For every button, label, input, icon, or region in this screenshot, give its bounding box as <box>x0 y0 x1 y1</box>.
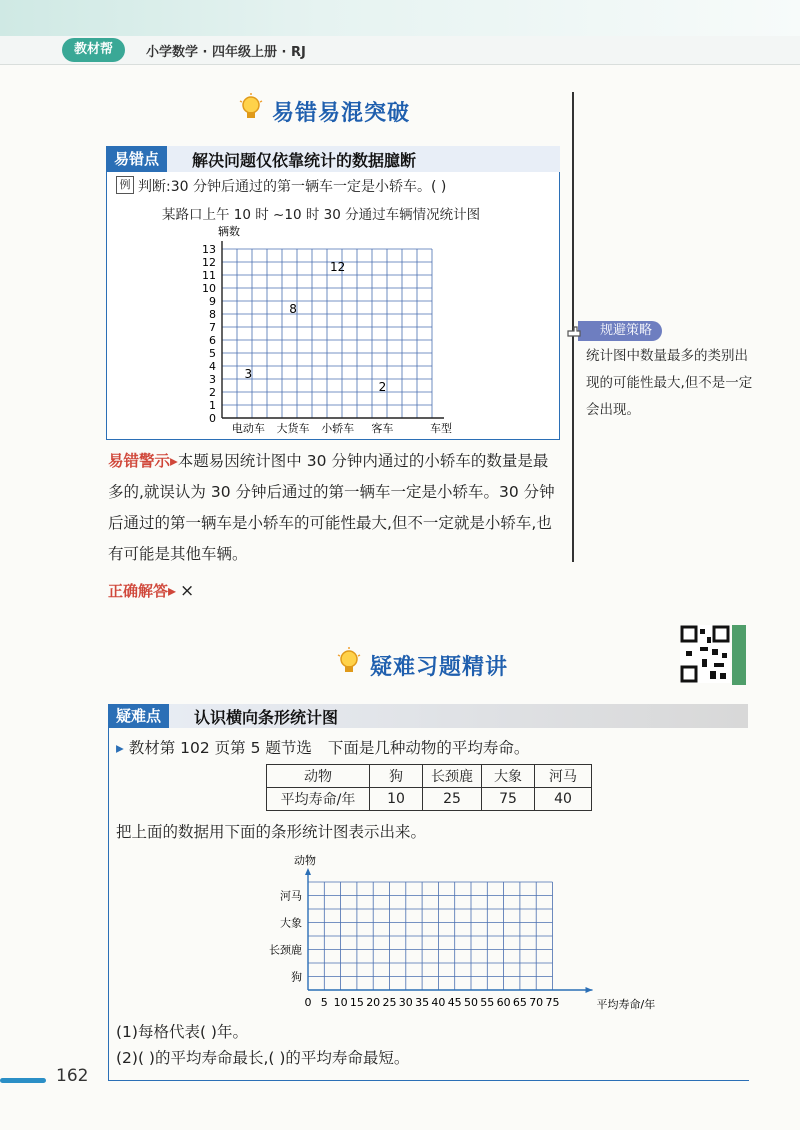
x-tick-label: 45 <box>447 996 462 1009</box>
x-axis-label: 平均寿命/年 <box>596 998 656 1011</box>
data-label: 12 <box>330 260 346 274</box>
question-2: (2)( )的平均寿命最长,( )的平均寿命最短。 <box>116 1049 410 1067</box>
table-cell: 75 <box>482 788 535 811</box>
y-tick-label: 0 <box>209 412 216 425</box>
example-question: 判断:30 分钟后通过的第一辆车一定是小轿车。( ) <box>138 179 447 195</box>
data-label: 2 <box>378 380 387 394</box>
lightbulb-icon <box>336 646 362 678</box>
y-tick-label: 12 <box>202 256 216 269</box>
vehicle-chart <box>190 222 470 438</box>
data-label: 8 <box>289 302 297 316</box>
qr-side-label <box>732 625 746 685</box>
table-row-label: 平均寿命/年 <box>267 788 370 811</box>
warning-paragraph <box>108 446 563 570</box>
table-cell: 25 <box>423 788 482 811</box>
y-tick-label: 9 <box>209 295 216 308</box>
triangle-icon: ▸ <box>116 739 129 757</box>
x-axis-label: 车型 <box>430 422 452 435</box>
table-cell: 40 <box>535 788 592 811</box>
y-tick-label: 6 <box>209 334 216 347</box>
x-tick-label: 5 <box>320 996 328 1009</box>
arrow-icon: ▸ <box>168 581 177 600</box>
x-tick-label: 60 <box>496 996 511 1009</box>
x-tick-label: 70 <box>529 996 544 1009</box>
y-axis-label: 辆数 <box>218 225 240 238</box>
x-tick-label: 大货车 <box>276 422 310 435</box>
error-topic: 解决问题仅依靠统计的数据臆断 <box>192 151 417 170</box>
table-header-cell: 大象 <box>482 765 535 788</box>
x-tick-label: 小轿车 <box>321 422 355 435</box>
prompt-text: 下面是几种动物的平均寿命。 <box>327 739 530 757</box>
table-cell: 10 <box>370 788 423 811</box>
y-tick-label: 7 <box>209 321 216 334</box>
tag-error-point: 易错点 <box>106 146 167 172</box>
x-tick-label: 30 <box>398 996 413 1009</box>
y-axis-arrow <box>305 868 311 875</box>
qr-code-icon[interactable] <box>680 625 730 683</box>
y-tick-label: 2 <box>209 386 216 399</box>
x-tick-label: 客车 <box>371 422 394 435</box>
y-tick-label: 狗 <box>291 970 302 984</box>
y-tick-label: 大象 <box>280 916 302 930</box>
page-number: 162 <box>56 1066 89 1086</box>
warning-text: 本题易因统计图中 30 分钟内通过的小轿车的数量是最多的,就误认为 30 分钟后通过的第一辆车一定是小轿车。30 分钟后通过的第一辆车是小轿车的可能性最大,但不一定就是小轿车,也有可能是其他车辆。 <box>108 452 555 563</box>
x-tick-label: 75 <box>545 996 560 1009</box>
y-tick-label: 3 <box>209 373 216 386</box>
source-line <box>116 736 529 758</box>
y-tick-label: 8 <box>209 308 216 321</box>
table-header-cell: 长颈鹿 <box>423 765 482 788</box>
y-tick-label: 5 <box>209 347 216 360</box>
x-tick-label: 15 <box>349 996 364 1009</box>
table-row <box>267 788 592 811</box>
instruction-text: 把上面的数据用下面的条形统计图表示出来。 <box>116 823 427 841</box>
y-tick-label: 长颈鹿 <box>269 943 302 957</box>
answer-label: 正确解答 <box>108 582 169 600</box>
y-tick-label: 10 <box>202 282 216 295</box>
table-header-cell: 动物 <box>267 765 370 788</box>
table-header-cell: 狗 <box>370 765 423 788</box>
x-tick-label: 20 <box>366 996 381 1009</box>
example-marker: 例 <box>116 176 134 194</box>
x-tick-label: 电动车 <box>231 422 265 435</box>
y-tick-label: 11 <box>202 269 216 282</box>
arrow-icon: ▸ <box>170 452 178 470</box>
answer-value: × <box>180 581 195 601</box>
x-tick-label: 55 <box>480 996 495 1009</box>
x-tick-label: 10 <box>333 996 348 1009</box>
lifespan-table <box>266 764 592 811</box>
table-header-cell: 河马 <box>535 765 592 788</box>
lightbulb-icon <box>238 92 264 124</box>
y-tick-label: 4 <box>209 360 216 373</box>
y-tick-label: 1 <box>209 399 216 412</box>
section-title-errors: 易错易混突破 <box>272 101 411 126</box>
x-tick-label: 50 <box>464 996 478 1009</box>
strategy-text: 统计图中数量最多的类别出现的可能性最大,但不是一定会出现。 <box>586 348 753 418</box>
difficult-topic: 认识横向条形统计图 <box>194 708 339 727</box>
section-title-difficult: 疑难习题精讲 <box>370 655 509 680</box>
hand-pointer-icon <box>566 322 584 340</box>
answer-line <box>108 580 194 601</box>
x-tick-label: 35 <box>415 996 430 1009</box>
y-tick-label: 13 <box>202 243 216 256</box>
table-row <box>267 765 592 788</box>
tag-difficult-point: 疑难点 <box>108 704 169 728</box>
lifespan-chart <box>250 838 670 1018</box>
strategy-tag: 规避策略 <box>578 321 662 341</box>
x-tick-label: 0 <box>304 996 312 1009</box>
data-label: 3 <box>244 367 253 381</box>
y-tick-label: 河马 <box>280 889 302 903</box>
x-axis-arrow <box>586 987 593 993</box>
x-tick-label: 40 <box>431 996 446 1009</box>
x-tick-label: 65 <box>512 996 527 1009</box>
y-axis-label: 动物 <box>294 854 316 867</box>
brand-badge: 教材帮 <box>62 38 125 62</box>
page-bar <box>0 1078 46 1083</box>
chart-title: 某路口上午 10 时 ~10 时 30 分通过车辆情况统计图 <box>162 207 481 223</box>
warning-label: 易错警示 <box>108 452 171 470</box>
source-ref: 教材第 102 页第 5 题节选 <box>128 739 312 757</box>
question-1: (1)每格代表( )年。 <box>116 1023 248 1041</box>
book-title: 小学数学 · 四年级上册 · RJ <box>146 45 306 60</box>
x-tick-label: 25 <box>382 996 397 1009</box>
